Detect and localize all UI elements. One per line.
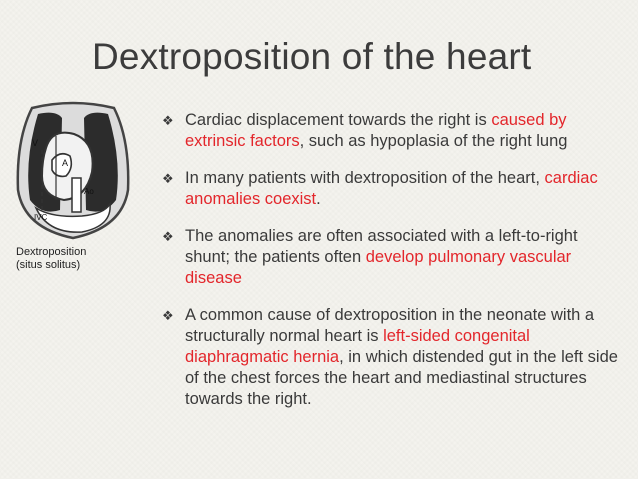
bullet-text: , in which distended gut in the left side of the chest forces the heart and mediastinal structures towards the right.: [185, 348, 618, 408]
bullet-item-2: [160, 168, 620, 210]
label-ao: Ao: [84, 187, 94, 196]
diamond-bullet-icon: ❖: [162, 113, 174, 128]
bullet-text: Cardiac displacement towards the right is: [185, 111, 492, 129]
label-v: V: [32, 138, 39, 148]
caption-line-1: Dextroposition: [16, 246, 87, 258]
highlighted-text: caused by extrinsic factors: [185, 111, 567, 150]
highlighted-text: develop pulmonary vascular disease: [185, 248, 572, 287]
aorta-vessel: [72, 178, 81, 212]
caption-line-2: (situs solitus): [16, 259, 81, 271]
bullet-text: In many patients with dextroposition of the heart,: [185, 169, 545, 187]
diamond-bullet-icon: ❖: [162, 229, 174, 244]
label-a: A: [62, 158, 69, 168]
bullet-text: .: [316, 190, 321, 208]
bullet-text: The anomalies are often associated with a left-to-right shunt; the patients often: [185, 227, 578, 266]
bullet-item-1: [160, 110, 620, 152]
bullet-item-4: [160, 305, 620, 410]
bullet-text: , such as hypoplasia of the right lung: [299, 132, 568, 150]
highlighted-text: cardiac anomalies coexist: [185, 169, 598, 208]
label-ivc: IVC: [34, 213, 48, 222]
highlighted-text: left-sided congenital diaphragmatic hernia: [185, 327, 530, 366]
chest-diagram-svg: [12, 100, 134, 250]
diamond-bullet-icon: ❖: [162, 171, 174, 186]
slide-title: Dextroposition of the heart: [92, 36, 532, 77]
figure-caption: [16, 246, 134, 272]
bullet-item-3: [160, 226, 620, 289]
bullet-list: [160, 110, 620, 410]
diamond-bullet-icon: ❖: [162, 308, 174, 323]
bullet-text: A common cause of dextroposition in the neonate with a structurally normal heart is: [185, 306, 595, 345]
